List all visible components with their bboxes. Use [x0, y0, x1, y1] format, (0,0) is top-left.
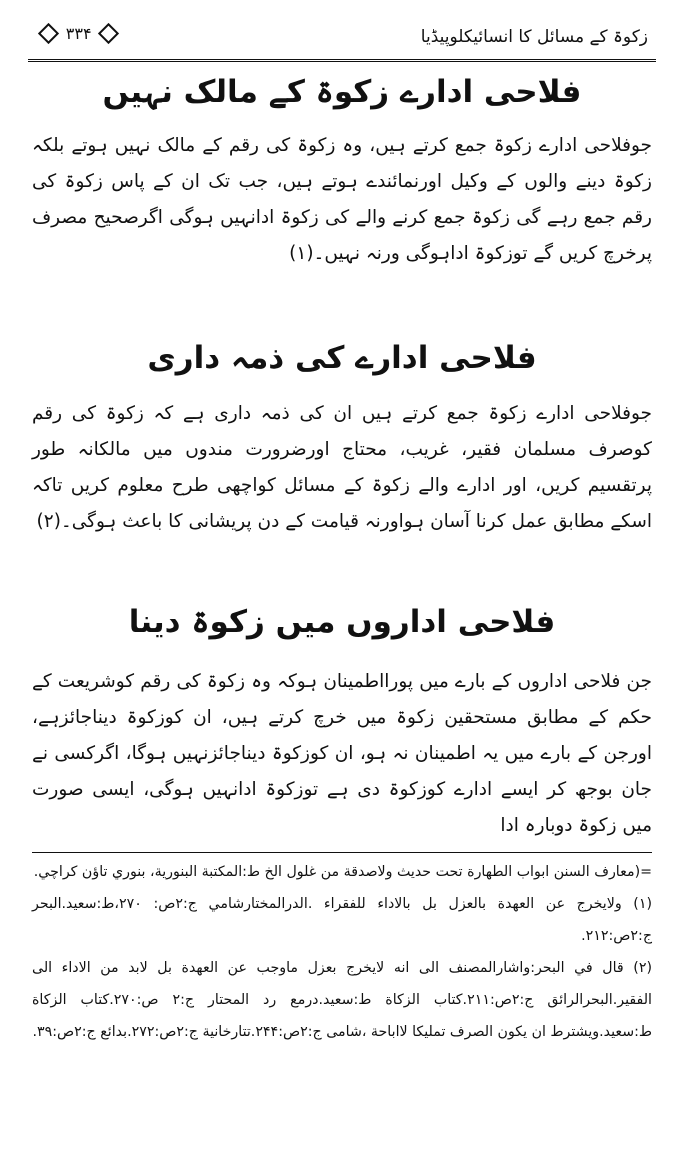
- diamond-ornament-icon: [38, 23, 59, 44]
- section-body: جن فلاحی اداروں کے بارے میں پورااطمینان ہوکہ وہ زکوۃ کی رقم کوشریعت کے حکم کے مطابق مستحقین زکوۃ میں خرچ کرتے ہیں، ان کوزکوۃ دیناجائزہے، اورجن کے بارے میں یہ اطمینان نہ ہو، ان کوزکوۃ دیناجائزنہیں ہوگا، اگرکسی نے جان بوجھ کر ایسے ادارے کوزکوۃ دی ہے توزکوۃ ادانہیں ہوگی، ایسی صورت میں زکوۃ دوبارہ ادا: [32, 671, 652, 836]
- section-heading: فلاحی اداروں میں زکوۃ دینا: [128, 604, 556, 640]
- running-title: زکوۃ کے مسائل کا انسائیکلوپیڈیا: [420, 27, 648, 47]
- footnote: =(معارف السنن ابواب الطهارة تحت حديث ولاصدقة من غلول الخ ط:المكتبة البنورية، بنوري تاؤن كراچي.: [33, 864, 652, 880]
- section-heading: فلاحی ادارے کی ذمہ داری: [147, 340, 537, 376]
- section-body: جوفلاحی ادارے زکوۃ جمع کرتے ہیں ان کی ذمہ داری ہے کہ زکوۃ کی رقم کوصرف مسلمان فقیر، غریب، محتاج اورضرورت مندوں میں مالکانہ طور پرتقسیم کریں، اور ادارے والے زکوۃ کے مسائل کواچھی طرح معلوم کریں تاکہ اسکے مطابق عمل کرنا آسان ہواورنہ قیامت کے دن پریشانی کا باعث ہوگی۔(۲): [32, 403, 652, 532]
- page-header: [28, 18, 656, 62]
- page-number-block: [36, 24, 121, 43]
- footnote: (۲) قال في البحر:واشارالمصنف الى انه لايخرج بعزل ماوجب عن العهدة بل لابد من الاداء الى الفقير.البحرالرائق ج:۲ص:۲۱۱.كتاب الزكاة ط:سعيد.درمع رد المحتار ج:۲ ص:۲۷۰.كتاب الزكاة ط:سعيد.ويشترط ان يكون الصرف تمليكا لااباحة ،شامى ج:۲ص:۲۴۴.تتارخانية ج:۲ص:۲۷۲.بدائع ج:۲ص:۳۹.: [32, 960, 652, 1040]
- footnote-divider: [32, 852, 652, 853]
- page-number: ۳۳۴: [65, 24, 92, 43]
- header-divider: [28, 59, 656, 62]
- footnote: (۱) ولايخرج عن العهدة بالعزل بل بالاداء للفقراء .الدرالمختارشامي ج:۲ص: ۲۷۰،ط:سعيد.البحر ج:۲ص:۲۱۲.: [32, 896, 652, 944]
- section-body: جوفلاحی ادارے زکوۃ جمع کرتے ہیں، وہ زکوۃ کی رقم کے مالک نہیں ہوتے بلکہ زکوۃ دینے والوں کے وکیل اورنمائندے ہوتے ہیں، جب تک ان کے پاس زکوۃ کی رقم جمع رہے گی زکوۃ جمع کرنے والے کی زکوۃ ادانہیں ہوگی اگرصحیح مصرف پرخرچ کریں گے توزکوۃ اداہوگی ورنہ نہیں۔(۱): [32, 135, 652, 264]
- section-heading: فلاحی ادارے زکوۃ کے مالک نہیں: [102, 74, 582, 110]
- diamond-ornament-icon: [98, 23, 119, 44]
- footnotes: [32, 856, 652, 1048]
